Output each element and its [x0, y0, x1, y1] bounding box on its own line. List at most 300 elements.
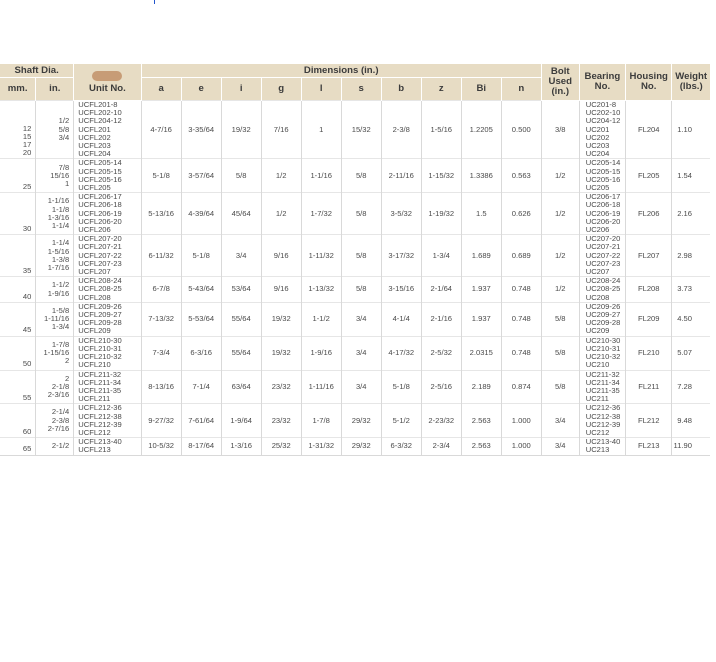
- unit-no-value: UCFL207-20: [78, 234, 122, 244]
- dim-i-cell: 1-3/16: [221, 438, 261, 455]
- dim-s-cell: 15/32: [341, 101, 381, 159]
- shaft-in-value: 1-1/16: [47, 196, 70, 206]
- bearing-no-value: UC206: [585, 225, 610, 235]
- unit-no-cell: [74, 302, 141, 336]
- dim-header-s: s: [341, 78, 381, 101]
- unit-no-cell: [74, 101, 141, 159]
- dim-header-l: l: [301, 78, 341, 101]
- shaft-mm-value: 45: [22, 325, 32, 335]
- dim-l-cell: 1-7/32: [301, 193, 341, 235]
- dim-i-cell: 1-9/64: [221, 404, 261, 438]
- unit-no-header: [74, 64, 141, 101]
- bearing-no-value: UC202-10: [585, 108, 621, 118]
- unit-no-value: UCFL213: [78, 445, 111, 455]
- dim-e-cell: 3-35/64: [181, 101, 221, 159]
- dim-bi-cell: 1.5: [461, 193, 501, 235]
- bearing-no-value: UC207-21: [585, 242, 621, 252]
- in-header: in.: [36, 78, 74, 101]
- dim-header-n: n: [501, 78, 541, 101]
- weight-header: Weight (lbs.): [672, 64, 710, 101]
- bearing-no-cell: [579, 438, 625, 455]
- bearing-no-cell: [579, 193, 625, 235]
- bolt-used-cell: 3/4: [541, 438, 579, 455]
- bearing-no-value: UC204: [585, 149, 610, 159]
- bearing-no-cell: [579, 277, 625, 303]
- shaft-mm-value: 40: [22, 291, 32, 301]
- dim-bi-cell: 1.937: [461, 302, 501, 336]
- shaft-mm-value: 65: [22, 444, 32, 454]
- shaft-in-value: 3/4: [58, 132, 70, 142]
- dim-n-cell: 0.563: [501, 159, 541, 193]
- unit-no-value: UCFL210-30: [78, 335, 122, 345]
- bolt-used-cell: 5/8: [541, 336, 579, 370]
- shaft-in-value: 1: [65, 178, 70, 188]
- unit-no-cell: [74, 370, 141, 404]
- dim-a-cell: 8-13/16: [141, 370, 181, 404]
- dim-a-cell: 6-7/8: [141, 277, 181, 303]
- dim-a-cell: 7-13/32: [141, 302, 181, 336]
- housing-no-cell: FL208: [626, 277, 672, 303]
- dim-s-cell: 5/8: [341, 193, 381, 235]
- dim-b-cell: 5-1/8: [381, 370, 421, 404]
- dim-n-cell: 0.748: [501, 336, 541, 370]
- shaft-mm-cell: [0, 235, 36, 277]
- bearing-no-value: UC201: [585, 124, 610, 134]
- dim-bi-cell: 2.563: [461, 404, 501, 438]
- bearing-no-value: UC213-40: [585, 437, 621, 447]
- dim-header-b: b: [381, 78, 421, 101]
- shaft-in-value: 1-7/8: [51, 339, 70, 349]
- dim-bi-cell: 1.937: [461, 277, 501, 303]
- dim-i-cell: 19/32: [221, 101, 261, 159]
- dim-b-cell: 4-17/32: [381, 336, 421, 370]
- unit-no-value: UCFL206-19: [78, 208, 122, 218]
- dim-n-cell: 1.000: [501, 404, 541, 438]
- shaft-in-value: 1-5/16: [47, 246, 70, 256]
- shaft-in-value: 1-1/2: [51, 280, 70, 290]
- dim-l-cell: 1-31/32: [301, 438, 341, 455]
- dim-i-cell: 55/64: [221, 302, 261, 336]
- dim-a-cell: 10-5/32: [141, 438, 181, 455]
- shaft-mm-value: 17: [22, 140, 32, 150]
- shaft-in-value: 1-3/4: [51, 322, 70, 332]
- dim-s-cell: 3/4: [341, 302, 381, 336]
- bearing-no-value: UC206-18: [585, 200, 621, 210]
- bearing-no-value: UC205-15: [585, 166, 621, 176]
- dim-i-cell: 45/64: [221, 193, 261, 235]
- unit-no-value: UCFL209-27: [78, 310, 122, 320]
- shaft-mm-cell: [0, 404, 36, 438]
- unit-no-value: UCFL201-8: [78, 100, 118, 109]
- unit-no-value: UCFL205-14: [78, 158, 122, 168]
- dim-b-cell: 3-5/32: [381, 193, 421, 235]
- bearing-no-value: UC210-31: [585, 343, 621, 353]
- dim-bi-cell: 1.3386: [461, 159, 501, 193]
- shaft-in-cell: [36, 438, 74, 455]
- bolt-used-cell: 1/2: [541, 159, 579, 193]
- dim-l-cell: 1-9/16: [301, 336, 341, 370]
- dim-e-cell: 8-17/64: [181, 438, 221, 455]
- table-row: [0, 370, 710, 404]
- dim-b-cell: 3-17/32: [381, 235, 421, 277]
- dim-b-cell: 5-1/2: [381, 404, 421, 438]
- weight-cell: 3.73: [672, 277, 710, 303]
- shaft-mm-cell: [0, 159, 36, 193]
- dim-z-cell: 2-5/16: [421, 370, 461, 404]
- dim-a-cell: 5-13/16: [141, 193, 181, 235]
- dim-s-cell: 5/8: [341, 277, 381, 303]
- unit-no-value: UCFL206-17: [78, 192, 122, 202]
- weight-cell: 1.10: [672, 101, 710, 159]
- dim-i-cell: 5/8: [221, 159, 261, 193]
- unit-no-value: UCFL209: [78, 326, 111, 336]
- dim-i-cell: 53/64: [221, 277, 261, 303]
- dim-g-cell: 9/16: [261, 235, 301, 277]
- shaft-in-cell: [36, 302, 74, 336]
- shaft-in-cell: [36, 336, 74, 370]
- shaft-in-value: 1-3/16: [47, 212, 70, 222]
- unit-no-value: UCFL211-34: [78, 377, 122, 387]
- dim-g-cell: 7/16: [261, 101, 301, 159]
- dim-b-cell: 2-11/16: [381, 159, 421, 193]
- unit-no-value: UCFL211: [78, 394, 111, 404]
- bearing-no-value: UC206-19: [585, 208, 621, 218]
- dim-a-cell: 7-3/4: [141, 336, 181, 370]
- dim-b-cell: 6-3/32: [381, 438, 421, 455]
- shaft-in-value: 2-3/16: [47, 390, 70, 399]
- shaft-mm-value: 30: [22, 224, 32, 234]
- unit-no-value: UCFL211-32: [78, 369, 122, 379]
- dim-g-cell: 1/2: [261, 193, 301, 235]
- unit-no-value: UCFL212-36: [78, 403, 122, 413]
- bearing-no-value: UC209-26: [585, 301, 621, 311]
- shaft-mm-value: 20: [22, 148, 32, 158]
- weight-cell: 9.48: [672, 404, 710, 438]
- dim-e-cell: 5-1/8: [181, 235, 221, 277]
- shaft-mm-cell: [0, 370, 36, 404]
- bearing-no-value: UC211: [585, 394, 609, 404]
- housing-no-cell: FL213: [626, 438, 672, 455]
- unit-no-value: UCFL206: [78, 225, 111, 235]
- unit-no-value: UCFL212: [78, 427, 111, 437]
- unit-no-value: UCFL207-22: [78, 250, 122, 260]
- unit-no-value: UCFL207: [78, 267, 111, 277]
- shaft-in-value: 2: [65, 356, 70, 366]
- bearing-no-cell: [579, 235, 625, 277]
- shaft-in-cell: [36, 101, 74, 159]
- bearing-no-cell: [579, 302, 625, 336]
- unit-no-cell: [74, 235, 141, 277]
- shaft-in-value: 1-7/16: [47, 262, 70, 272]
- weight-cell: 2.98: [672, 235, 710, 277]
- weight-cell: 1.54: [672, 159, 710, 193]
- dim-a-cell: 9-27/32: [141, 404, 181, 438]
- dim-header-e: e: [181, 78, 221, 101]
- bearing-no-value: UC204-12: [585, 116, 621, 126]
- dim-n-cell: 0.626: [501, 193, 541, 235]
- dim-bi-cell: 1.2205: [461, 101, 501, 159]
- unit-no-value: UCFL212-39: [78, 419, 122, 429]
- dim-n-cell: 0.689: [501, 235, 541, 277]
- bearing-no-value: UC201-8: [585, 100, 617, 109]
- bearing-no-value: UC207-22: [585, 250, 621, 260]
- dim-e-cell: 7-61/64: [181, 404, 221, 438]
- mm-header: mm.: [0, 78, 36, 101]
- scroll-tick-mark: [154, 0, 155, 4]
- bearing-no-header: Bearing No.: [579, 64, 625, 101]
- unit-no-value: UCFL202: [78, 132, 111, 142]
- shaft-in-cell: [36, 370, 74, 404]
- unit-no-value: UCFL207-21: [78, 242, 122, 252]
- dim-e-cell: 3-57/64: [181, 159, 221, 193]
- dim-s-cell: 3/4: [341, 336, 381, 370]
- bolt-used-cell: 1/2: [541, 235, 579, 277]
- unit-no-label: Unit No.: [89, 82, 126, 94]
- dim-bi-cell: 2.189: [461, 370, 501, 404]
- dim-n-cell: 1.000: [501, 438, 541, 455]
- dim-i-cell: 3/4: [221, 235, 261, 277]
- table-row: [0, 336, 710, 370]
- dim-n-cell: 0.748: [501, 277, 541, 303]
- dim-b-cell: 4-1/4: [381, 302, 421, 336]
- unit-no-value: UCFL204: [78, 149, 111, 159]
- dim-z-cell: 2-1/16: [421, 302, 461, 336]
- bearing-no-value: UC206-17: [585, 192, 621, 202]
- shaft-mm-value: 50: [22, 359, 32, 369]
- housing-no-cell: FL209: [626, 302, 672, 336]
- dim-g-cell: 25/32: [261, 438, 301, 455]
- bolt-used-cell: 5/8: [541, 302, 579, 336]
- dim-bi-cell: 2.563: [461, 438, 501, 455]
- unit-no-value: UCFL210: [78, 360, 111, 370]
- brand-logo-icon: [92, 71, 122, 81]
- ucfl-dimensions-table: [0, 64, 710, 456]
- dim-g-cell: 19/32: [261, 302, 301, 336]
- unit-no-value: UCFL204-12: [78, 116, 122, 126]
- dim-g-cell: 1/2: [261, 159, 301, 193]
- unit-no-cell: [74, 438, 141, 455]
- dim-n-cell: 0.874: [501, 370, 541, 404]
- bearing-no-cell: [579, 404, 625, 438]
- shaft-mm-cell: [0, 277, 36, 303]
- unit-no-value: UCFL213-40: [78, 437, 122, 447]
- shaft-in-value: 2-1/8: [51, 381, 70, 391]
- dim-header-a: a: [141, 78, 181, 101]
- shaft-mm-cell: [0, 193, 36, 235]
- dim-g-cell: 19/32: [261, 336, 301, 370]
- housing-no-cell: FL207: [626, 235, 672, 277]
- dim-g-cell: 9/16: [261, 277, 301, 303]
- bolt-used-header: Bolt Used (in.): [541, 64, 579, 101]
- dim-i-cell: 63/64: [221, 370, 261, 404]
- unit-no-value: UCFL202-10: [78, 108, 122, 118]
- dim-z-cell: 1-5/16: [421, 101, 461, 159]
- dim-b-cell: 3-15/16: [381, 277, 421, 303]
- dim-header-z: z: [421, 78, 461, 101]
- dim-b-cell: 2-3/8: [381, 101, 421, 159]
- shaft-mm-value: 55: [22, 393, 32, 403]
- dim-l-cell: 1-11/16: [301, 370, 341, 404]
- shaft-mm-cell: [0, 336, 36, 370]
- dim-g-cell: 23/32: [261, 370, 301, 404]
- unit-no-value: UCFL205-16: [78, 174, 122, 184]
- table-row: [0, 438, 710, 455]
- dim-z-cell: 2-3/4: [421, 438, 461, 455]
- shaft-mm-value: 15: [22, 131, 32, 141]
- dim-a-cell: 5-1/8: [141, 159, 181, 193]
- shaft-in-value: 1/2: [58, 116, 70, 126]
- shaft-in-value: 2-1/2: [51, 441, 70, 451]
- dim-l-cell: 1-13/32: [301, 277, 341, 303]
- shaft-in-value: 2: [65, 373, 70, 383]
- dim-e-cell: 6-3/16: [181, 336, 221, 370]
- bearing-no-value: UC209-28: [585, 318, 621, 328]
- shaft-dia-header: Shaft Dia.: [0, 64, 74, 78]
- unit-no-value: UCFL208-25: [78, 284, 122, 294]
- bearing-no-value: UC212: [585, 427, 610, 437]
- bearing-no-value: UC207-23: [585, 258, 621, 268]
- weight-cell: 11.90: [672, 438, 710, 455]
- bearing-no-value: UC211-35: [585, 385, 620, 395]
- shaft-in-cell: [36, 159, 74, 193]
- shaft-mm-cell: [0, 302, 36, 336]
- weight-cell: 4.50: [672, 302, 710, 336]
- shaft-in-value: 2-3/8: [51, 415, 70, 425]
- unit-no-cell: [74, 404, 141, 438]
- table-row: [0, 193, 710, 235]
- bearing-no-value: UC211-32: [585, 369, 620, 379]
- bearing-no-value: UC208: [585, 292, 610, 302]
- dim-s-cell: 29/32: [341, 404, 381, 438]
- shaft-in-value: 1-15/16: [43, 347, 70, 357]
- unit-no-value: UCFL207-23: [78, 258, 122, 268]
- shaft-in-cell: [36, 193, 74, 235]
- dim-n-cell: 0.748: [501, 302, 541, 336]
- bearing-no-value: UC205-14: [585, 158, 621, 168]
- shaft-in-value: 1-3/8: [51, 254, 70, 264]
- weight-cell: 2.16: [672, 193, 710, 235]
- bearing-no-value: UC212-39: [585, 419, 621, 429]
- dim-s-cell: 29/32: [341, 438, 381, 455]
- table-row: [0, 404, 710, 438]
- dim-header-i: i: [221, 78, 261, 101]
- dim-e-cell: 4-39/64: [181, 193, 221, 235]
- shaft-in-cell: [36, 277, 74, 303]
- dim-z-cell: 2-23/32: [421, 404, 461, 438]
- shaft-in-value: 7/8: [58, 162, 70, 172]
- housing-no-cell: FL206: [626, 193, 672, 235]
- bearing-no-value: UC202: [585, 132, 610, 142]
- unit-no-value: UCFL205: [78, 183, 111, 193]
- shaft-in-value: 5/8: [58, 124, 70, 134]
- dim-l-cell: 1-11/32: [301, 235, 341, 277]
- unit-no-value: UCFL208: [78, 292, 111, 302]
- bolt-used-cell: 5/8: [541, 370, 579, 404]
- dim-s-cell: 5/8: [341, 159, 381, 193]
- bearing-no-cell: [579, 159, 625, 193]
- housing-no-cell: FL204: [626, 101, 672, 159]
- dimensions-header: Dimensions (in.): [141, 64, 541, 78]
- table-body: [0, 101, 710, 456]
- housing-no-cell: FL211: [626, 370, 672, 404]
- bolt-used-cell: 3/4: [541, 404, 579, 438]
- shaft-in-value: 2-7/16: [47, 423, 70, 433]
- shaft-in-value: 1-9/16: [47, 288, 70, 298]
- shaft-in-value: 1-11/16: [44, 314, 70, 324]
- dim-z-cell: 1-19/32: [421, 193, 461, 235]
- bearing-no-cell: [579, 336, 625, 370]
- shaft-in-value: 2-1/4: [51, 407, 70, 417]
- shaft-in-cell: [36, 235, 74, 277]
- dim-e-cell: 7-1/4: [181, 370, 221, 404]
- bolt-used-cell: 3/8: [541, 101, 579, 159]
- unit-no-value: UCFL208-24: [78, 276, 122, 286]
- bearing-no-value: UC208-24: [585, 276, 621, 286]
- bearing-no-value: UC206-20: [585, 216, 621, 226]
- bearing-no-value: UC207-20: [585, 234, 621, 244]
- dim-l-cell: 1-1/16: [301, 159, 341, 193]
- bearing-no-cell: [579, 101, 625, 159]
- bearing-no-value: UC205: [585, 183, 610, 193]
- table-row: [0, 159, 710, 193]
- dim-l-cell: 1-7/8: [301, 404, 341, 438]
- dim-s-cell: 5/8: [341, 235, 381, 277]
- bearing-no-value: UC209-27: [585, 310, 621, 320]
- dim-header-g: g: [261, 78, 301, 101]
- dim-z-cell: 1-3/4: [421, 235, 461, 277]
- table-row: [0, 277, 710, 303]
- unit-no-value: UCFL210-32: [78, 352, 122, 362]
- bearing-no-value: UC210-32: [585, 352, 621, 362]
- shaft-mm-value: 12: [22, 123, 32, 133]
- unit-no-value: UCFL212-38: [78, 411, 122, 421]
- table-row: [0, 101, 710, 159]
- bearing-no-value: UC210: [585, 360, 610, 370]
- unit-no-cell: [74, 193, 141, 235]
- unit-no-value: UCFL205-15: [78, 166, 122, 176]
- bearing-no-value: UC207: [585, 267, 610, 277]
- dim-a-cell: 4-7/16: [141, 101, 181, 159]
- bearing-no-value: UC212-36: [585, 403, 621, 413]
- weight-cell: 5.07: [672, 336, 710, 370]
- dim-header-bi: Bi: [461, 78, 501, 101]
- dim-g-cell: 23/32: [261, 404, 301, 438]
- unit-no-cell: [74, 277, 141, 303]
- bearing-no-value: UC209: [585, 326, 610, 336]
- unit-no-value: UCFL209-26: [78, 301, 122, 311]
- unit-no-cell: [74, 159, 141, 193]
- dim-i-cell: 55/64: [221, 336, 261, 370]
- dim-e-cell: 5-53/64: [181, 302, 221, 336]
- unit-no-value: UCFL211-35: [78, 385, 122, 395]
- bearing-no-value: UC208-25: [585, 284, 621, 294]
- bearing-no-value: UC203: [585, 141, 610, 151]
- dim-e-cell: 5-43/64: [181, 277, 221, 303]
- dim-z-cell: 2-5/32: [421, 336, 461, 370]
- housing-no-cell: FL205: [626, 159, 672, 193]
- unit-no-value: UCFL203: [78, 141, 111, 151]
- unit-no-value: UCFL206-20: [78, 216, 122, 226]
- shaft-mm-value: 60: [22, 426, 32, 436]
- table-row: [0, 235, 710, 277]
- bearing-no-value: UC213: [585, 445, 610, 455]
- shaft-in-value: 1-1/8: [51, 204, 70, 214]
- dim-l-cell: 1-1/2: [301, 302, 341, 336]
- bearing-no-value: UC205-16: [585, 174, 621, 184]
- weight-cell: 7.28: [672, 370, 710, 404]
- housing-no-cell: FL210: [626, 336, 672, 370]
- shaft-mm-cell: [0, 438, 36, 455]
